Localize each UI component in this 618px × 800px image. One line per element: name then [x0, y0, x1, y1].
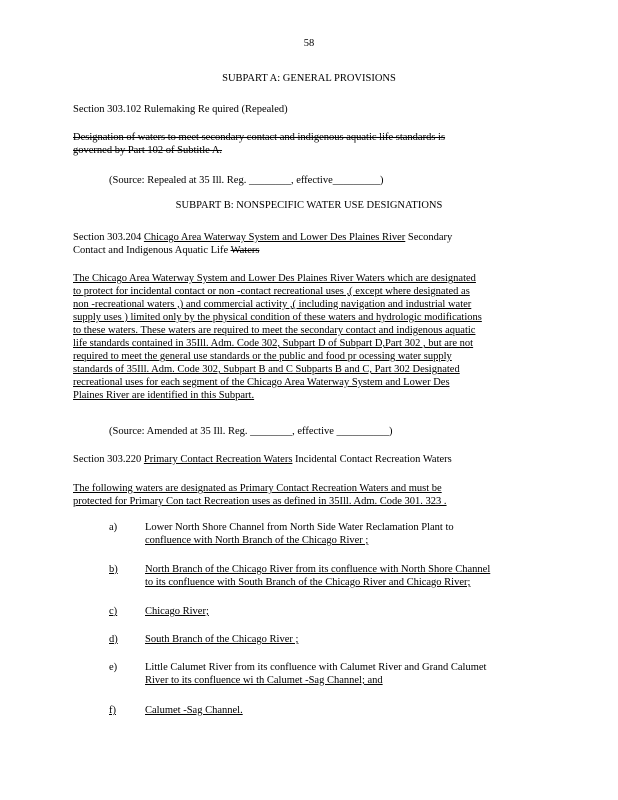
list-item-text [145, 521, 454, 547]
new-title-text: Primary Contact Recreation Waters [143, 454, 293, 465]
section-303-220-title [73, 453, 452, 466]
section-303-220-body [73, 482, 447, 508]
item-line: Lower North Shore Channel from North Side Water Reclamation Plant to [145, 522, 454, 533]
body-line: to these waters. These waters are required to meet the secondary contact and indigenous aquatic [73, 325, 476, 336]
list-item-label: d) [109, 634, 118, 645]
page-number: 58 [303, 38, 315, 49]
old-title-text: Incidental Contact Recreation Waters [292, 454, 452, 465]
new-title-text: Chicago Area Waterway System and Lower Des Plaines River [143, 232, 406, 243]
list-item-label: c) [109, 606, 118, 617]
list-item-text: South Branch of the Chicago River ; [145, 634, 299, 645]
list-item-label: a) [109, 522, 118, 533]
body-line: recreational uses for each segment of the Chicago Area Waterway System and Lower Des [73, 377, 450, 388]
body-line: required to meet the general use standards or the public and food pr ocessing water supply [73, 351, 452, 362]
list-item-text: Chicago River; [145, 606, 209, 617]
subpart-a-heading: SUBPART A: GENERAL PROVISIONS [222, 73, 396, 84]
item-line: River to its confluence wi th Calumet -Sag Channel; and [145, 675, 383, 686]
list-item-label: f) [109, 705, 116, 716]
title-line [73, 231, 452, 244]
body-line: non -recreational waters ,) and commercial activity ,( including navigation and industrial water [73, 299, 472, 310]
title-line [73, 244, 452, 257]
body-line: to protect for incidental contact or non -contact recreational uses ,( except where designated as [73, 286, 470, 297]
item-line: confluence with North Branch of the Chicago River ; [145, 535, 369, 546]
subpart-b-heading: SUBPART B: NONSPECIFIC WATER USE DESIGNATIONS [175, 200, 443, 211]
section-number: Section 303.220 [73, 454, 144, 465]
section-303-204-source: (Source: Amended at 35 Ill. Reg. ________, effective __________) [109, 426, 393, 437]
old-title-text: Secondary [405, 232, 453, 243]
body-line: The following waters are designated as Primary Contact Recreation Waters and must be [73, 483, 442, 494]
section-number: Section 303.204 [73, 232, 144, 243]
item-line: to its confluence with South Branch of the Chicago River and Chicago River; [145, 577, 471, 588]
section-303-204-title [73, 231, 452, 257]
body-line: life standards contained in 35Ill. Adm. Code 302, Subpart D of Subpart D,Part 302 , but are not [73, 338, 474, 349]
section-303-204-body [73, 272, 482, 402]
struck-line: governed by Part 102 of Subtitle A. [73, 145, 223, 156]
item-line: North Branch of the Chicago River from its confluence with North Shore Channel [145, 564, 491, 575]
deleted-text: Waters [230, 245, 260, 256]
old-title-text: Contact and Indigenous Aquatic Life [73, 245, 231, 256]
item-line: Little Calumet River from its confluence with Calumet River and Grand Calumet [145, 662, 487, 673]
section-303-102-struck-text [73, 131, 445, 157]
section-303-102-source: (Source: Repealed at 35 Ill. Reg. ________, effective_________) [109, 175, 384, 186]
body-line: Plaines River are identified in this Subpart. [73, 390, 255, 401]
list-item-label: b) [109, 564, 118, 575]
body-line: supply uses ) limited only by the physical condition of these waters and hydrologic modifications [73, 312, 482, 323]
list-item-text [145, 563, 490, 589]
body-line: standards of 35Ill. Adm. Code 302, Subpart B and C Subparts B and C, Part 302 Designated [73, 364, 460, 375]
list-item-label: e) [109, 662, 118, 673]
section-303-102-title: Section 303.102 Rulemaking Re quired (Repealed) [73, 104, 288, 115]
struck-line: Designation of waters to meet secondary contact and indigenous aquatic life standards is [73, 132, 446, 143]
list-item-text [145, 661, 486, 687]
list-item-text: Calumet -Sag Channel. [145, 705, 243, 716]
body-line: protected for Primary Con tact Recreation uses as defined in 35Ill. Adm. Code 301. 323 . [73, 496, 447, 507]
body-line: The Chicago Area Waterway System and Lower Des Plaines River Waters which are designated [73, 273, 476, 284]
